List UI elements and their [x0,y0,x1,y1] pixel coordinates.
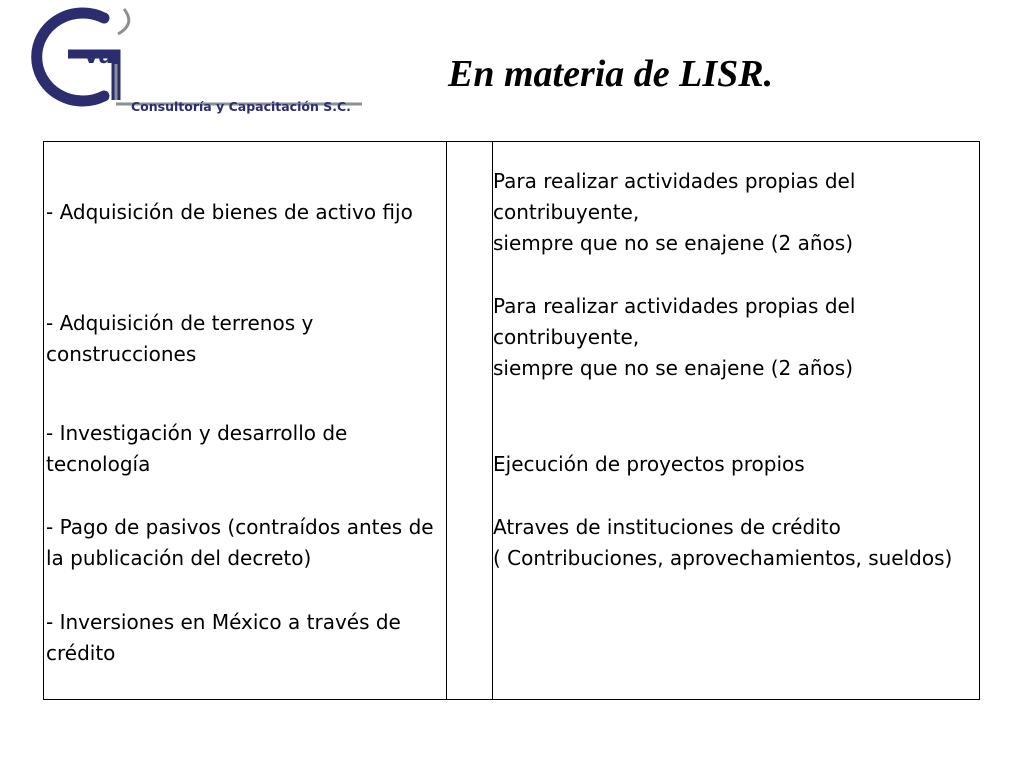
logo-mark-text: va [84,44,114,69]
right-item-line: ( Contribuciones, aprovechamientos, sueldos) [493,546,953,570]
company-logo [6,4,368,116]
left-item: - Adquisición de terrenos y construcciones [46,311,314,366]
column-divider-1 [446,142,447,699]
right-item-line: siempre que no se enajene (2 años) [493,356,853,380]
right-item-line: Ejecución de proyectos propios [493,452,805,476]
right-item [493,449,979,480]
left-item: - Inversiones en México a través de crédito [46,610,401,665]
right-item [493,166,979,259]
right-item [493,512,979,574]
left-item: - Pago de pasivos (contraídos antes de la publicación del decreto) [46,515,434,570]
right-item [493,291,979,384]
right-item-line: Atraves de instituciones de crédito [493,515,841,539]
left-item: - Investigación y desarrollo de tecnología [46,421,348,476]
right-item-line: Para realizar actividades propias del contribuyente, [493,294,856,349]
content-table [43,141,980,700]
logo-company-name: Consultoría y Capacitación S.C. [131,99,351,114]
page-title: En materia de LISR. [448,53,774,95]
left-item: - Adquisición de bienes de activo fijo [46,200,413,224]
right-item-line: Para realizar actividades propias del contribuyente, [493,169,856,224]
right-item-line: siempre que no se enajene (2 años) [493,231,853,255]
